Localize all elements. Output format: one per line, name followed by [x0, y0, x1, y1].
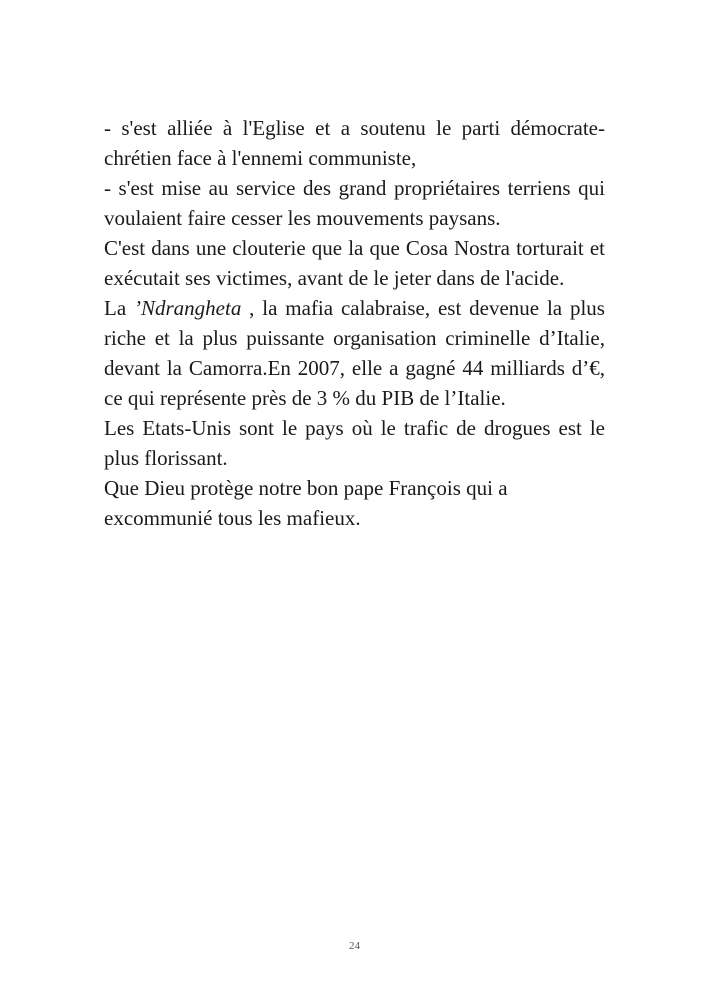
body-text	[104, 113, 605, 533]
paragraph-clouterie: C'est dans une clouterie que la que Cosa Nostra torturait et exécutait ses victimes, avant de le jeter dans de l'acide.	[104, 236, 605, 290]
paragraph-usa: Les Etats-Unis sont le pays où le trafic de drogues est le plus florissant.	[104, 416, 605, 470]
paragraph-church-alliance: - s'est alliée à l'Eglise et a soutenu le parti démocrate-chrétien face à l'ennemi communiste,	[104, 116, 605, 170]
ndrangheta-term: ’Ndrangheta	[134, 296, 242, 320]
ndrangheta-lead: La	[104, 296, 134, 320]
paragraph-landowners: - s'est mise au service des grand propriétaires terriens qui voulaient faire cesser les mouvements paysans.	[104, 176, 605, 230]
paragraph-pope: Que Dieu protège notre bon pape François qui a excommunié tous les mafieux.	[104, 476, 508, 530]
page-number: 24	[349, 940, 360, 952]
paragraph-ndrangheta	[104, 293, 605, 413]
ndrangheta-rest: , la mafia calabraise, est devenue la plus riche et la plus puissante organisation criminelle d’Italie, devant la Camorra.En 2007, elle a gagné 44 milliards d’€, ce qui représente près de 3 % du PIB de l’Italie.	[104, 296, 605, 410]
